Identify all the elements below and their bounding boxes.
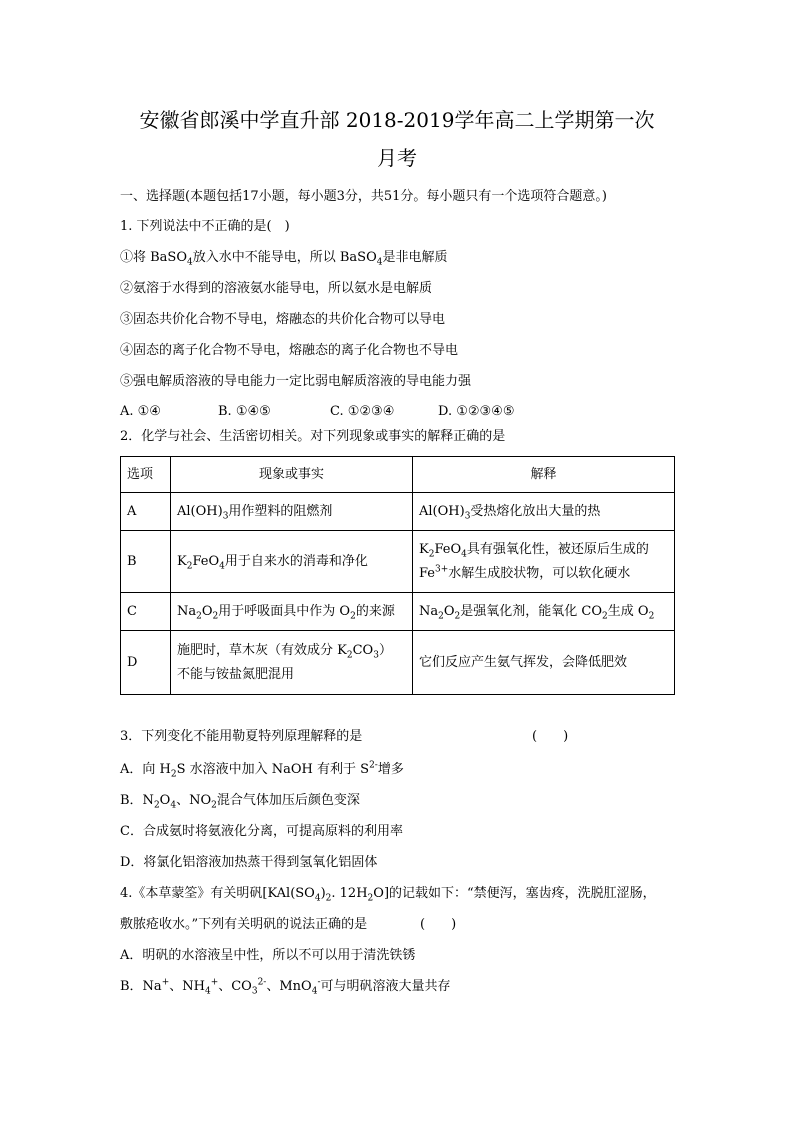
- q4-option-b: B．Na+、$NH_4^+$、$CO_3^{2-}$、MnO$_4$-可与明矾溶液大量共存: [120, 977, 451, 997]
- q2-row-b: [121, 531, 675, 593]
- exam-title-line2: 月考: [377, 146, 417, 170]
- q2-row-explanation: $Na_2O_2$是强氧化剂，能氧化 $CO_2$生成 $O_2$: [413, 593, 675, 631]
- q2-row-d: [121, 631, 675, 695]
- q3-option-c: C．合成氨时将氨液化分离，可提高原料的利用率: [120, 824, 403, 839]
- q2-stem: 2．化学与社会、生活密切相关。对下列现象或事实的解释正确的是: [120, 429, 506, 444]
- q2-table: [120, 456, 675, 695]
- q1-option-a: A. ①④: [120, 404, 161, 419]
- q2-row-fact: $Na_2O_2$用于呼吸面具中作为 $O_2$的来源: [171, 593, 413, 631]
- q2-row-label: C: [121, 593, 171, 631]
- q1-statement-5: ⑤强电解质溶液的导电能力一定比弱电解质溶液的导电能力强: [120, 374, 472, 389]
- q1-option-d: D. ①②③④⑤: [438, 404, 515, 419]
- q2-row-label: D: [121, 631, 171, 695]
- q4-stem-line1: 4.《本草蒙筌》有关明矾[$KAl(SO_4)_2$. $12H_2O$]的记载如下：“禁便泻，塞齿疼，洗脱肛涩肠，: [120, 886, 656, 904]
- q4-option-a: A．明矾的水溶液呈中性，所以不可以用于清洗铁锈: [120, 948, 416, 963]
- q1-statement-1: ①将 BaSO$_4$放入水中不能导电，所以 BaSO$_4$是非电解质: [120, 250, 448, 268]
- q1-statement-2: ②氨溶于水得到的溶液氨水能导电，所以氨水是电解质: [120, 281, 433, 296]
- q1-statement-3: ③固态共价化合物不导电，熔融态的共价化合物可以导电: [120, 312, 446, 327]
- q2-row-explanation: 它们反应产生氨气挥发，会降低肥效: [413, 631, 675, 695]
- q2-row-fact: 施肥时，草木灰（有效成分 $K_2CO_3$） 不能与铵盐氮肥混用: [171, 631, 413, 695]
- q1-statement-4: ④固态的离子化合物不导电，熔融态的离子化合物也不导电: [120, 343, 459, 358]
- q2-row-c: [121, 593, 675, 631]
- q1-option-b: B. ①④⑤: [218, 404, 271, 419]
- q4-stem-line2: 敷脓疮收水。”下列有关明矾的说法正确的是 ( ): [120, 917, 457, 932]
- q4-answer-paren: ( ): [420, 917, 457, 932]
- q3-stem: 3．下列变化不能用勒夏特列原理解释的是 ( ): [120, 729, 569, 744]
- q2-header-option: 选项: [121, 457, 171, 493]
- section-header: 一、选择题(本题包括17小题，每小题3分，共51分。每小题只有一个选项符合题意。): [120, 189, 607, 204]
- q2-header-explanation: 解释: [413, 457, 675, 493]
- q2-row-fact: $Al(OH)_3$用作塑料的阻燃剂: [171, 493, 413, 531]
- q2-row-explanation: $Al(OH)_3$受热熔化放出大量的热: [413, 493, 675, 531]
- q2-row-label: A: [121, 493, 171, 531]
- q2-header-row: [121, 457, 675, 493]
- q1-stem: 1. 下列说法中不正确的是( ): [120, 219, 290, 234]
- q2-row-a: [121, 493, 675, 531]
- q2-header-fact: 现象或事实: [171, 457, 413, 493]
- q2-row-explanation: $K_2FeO_4$具有强氧化性，被还原后生成的 $Fe^{3+}$水解生成胶状物，可以软化硬水: [413, 531, 675, 593]
- q1-option-c: C. ①②③④: [330, 404, 395, 419]
- q3-option-a: A．向 $H_2S$ 水溶液中加入 NaOH 有利于 $S^{2-}$增多: [120, 760, 404, 780]
- q3-option-d: D．将氯化铝溶液加热蒸干得到氢氧化铝固体: [120, 855, 378, 870]
- q2-row-fact: $K_2FeO_4$用于自来水的消毒和净化: [171, 531, 413, 593]
- q3-answer-paren: ( ): [532, 729, 569, 744]
- q3-option-b: B．$N_2O_4$、$NO_2$混合气体加压后颜色变深: [120, 793, 360, 811]
- q2-row-label: B: [121, 531, 171, 593]
- exam-title-line1: 安徽省郎溪中学直升部 2018-2019学年高二上学期第一次: [139, 108, 655, 132]
- q1-options: [120, 403, 680, 421]
